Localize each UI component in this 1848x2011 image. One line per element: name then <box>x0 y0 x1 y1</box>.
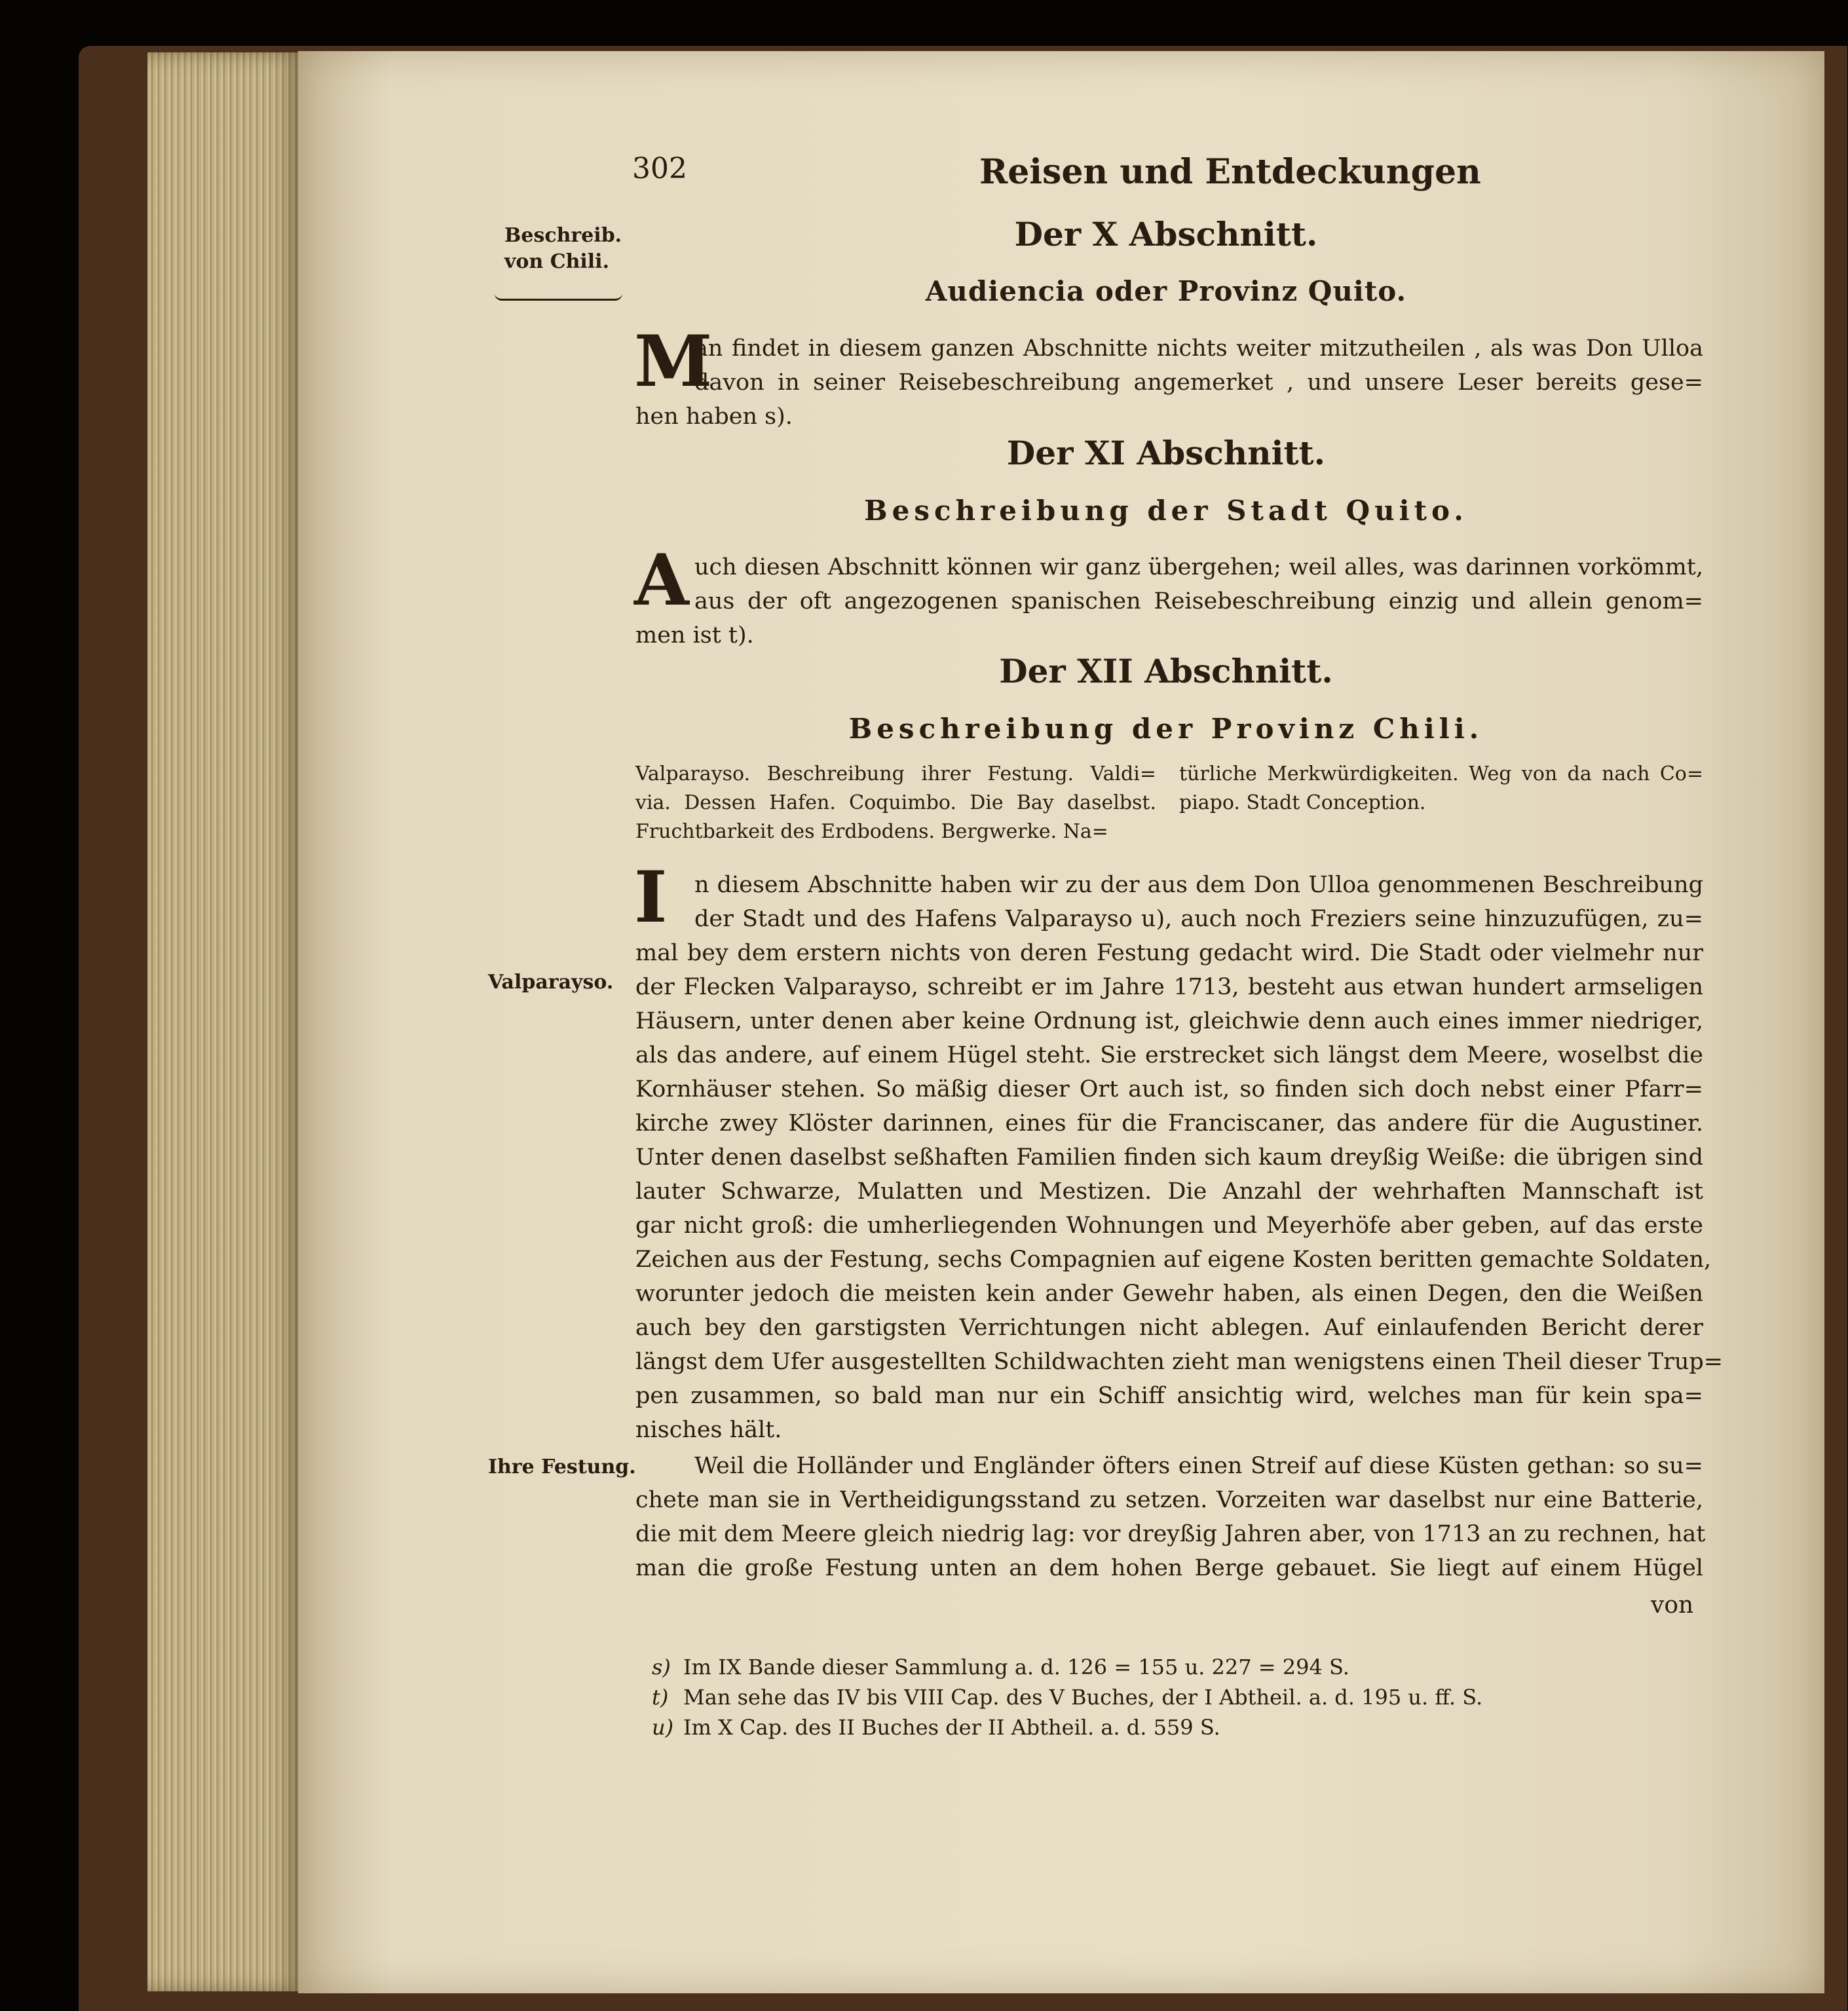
summary-line: türliche Merkwürdigkeiten. Weg von da nach Co= <box>1179 762 1703 785</box>
section-xii-paragraph <box>635 868 1724 1447</box>
summary-line: piapo. Stadt Conception. <box>1179 791 1426 814</box>
catchword: von <box>1651 1592 1694 1619</box>
text-line: nisches hält. <box>635 1417 782 1443</box>
text-line: mal bey dem erstern nichts von deren Festung gedacht wird. Die Stadt oder vielmehr nur <box>635 940 1703 966</box>
text-line: davon in seiner Reisebeschreibung angemerket , und unsere Leser bereits gese= <box>694 369 1703 396</box>
text-line: als das andere, auf einem Hügel steht. Sie erstrecket sich längst dem Meere, woselbst die <box>635 1042 1703 1068</box>
text-line: aus der oft angezogenen spanischen Reisebeschreibung einzig und allein genom= <box>694 588 1703 614</box>
page-edges <box>147 52 305 1991</box>
margin-note-festung: Ihre Festung. <box>488 1456 636 1478</box>
dropcap: I <box>634 856 668 939</box>
section-x-heading: Der X Abschnitt. <box>1014 215 1318 254</box>
text-line: worunter jedoch die meisten kein ander Gewehr haben, als einen Degen, den die Weißen <box>635 1281 1703 1307</box>
text-line: die mit dem Meere gleich niedrig lag: vor dreyßig Jahren aber, von 1713 an zu rechnen, hat <box>635 1521 1706 1547</box>
summary-line: Fruchtbarkeit des Erdbodens. Bergwerke. Na= <box>635 820 1108 843</box>
section-xi-paragraph <box>634 539 1703 652</box>
footnote-text: Man sehe das IV bis VIII Cap. des V Buches, der I Abtheil. a. d. 195 u. ff. S. <box>683 1685 1483 1710</box>
footnote-mark: s) <box>652 1655 671 1680</box>
dropcap: A <box>634 539 689 622</box>
section-xii-paragraph-2 <box>635 1449 1706 1585</box>
text-line: der Stadt und des Hafens Valparayso u), auch noch Freziers seine hinzuzufügen, zu= <box>694 906 1703 932</box>
footnote <box>652 1712 1220 1742</box>
text-line: chete man sie in Vertheidigungsstand zu setzen. Vorzeiten war daselbst nur eine Batterie, <box>635 1487 1703 1513</box>
text-line: man die große Festung unten an dem hohen Berge gebauet. Sie liegt auf einem Hügel <box>635 1555 1703 1581</box>
summary-line: via. Dessen Hafen. Coquimbo. Die Bay daselbst. <box>635 791 1156 814</box>
footnote-mark: u) <box>652 1715 674 1740</box>
section-xii-subheading: Beschreibung der Provinz Chili. <box>848 713 1484 745</box>
text-line: Kornhäuser stehen. So mäßig dieser Ort auch ist, so finden sich doch nebst einer Pfarr= <box>635 1076 1703 1102</box>
margin-note-rule <box>495 293 622 301</box>
text-line: Zeichen aus der Festung, sechs Compagnien auf eigene Kosten beritten gemachte Soldaten, <box>635 1247 1712 1273</box>
text-line: Häusern, unter denen aber keine Ordnung ist, gleichwie denn auch eines immer niedriger, <box>635 1008 1703 1034</box>
text-line: längst dem Ufer ausgestellten Schildwachten zieht man wenigstens einen Theil dieser Trup= <box>635 1349 1724 1375</box>
margin-note-line: von Chili. <box>504 250 610 273</box>
footnote <box>652 1682 1482 1712</box>
text-line: lauter Schwarze, Mulatten und Mestizen. Die Anzahl der wehrhaften Mannschaft ist <box>635 1178 1703 1205</box>
running-title: Reisen und Entdeckungen <box>979 152 1481 192</box>
footnote <box>652 1652 1349 1682</box>
footnote-mark: t) <box>652 1685 669 1710</box>
margin-note-line: Beschreib. <box>504 224 622 247</box>
text-line: uch diesen Abschnitt können wir ganz übergehen; weil alles, was darinnen vorkömmt, <box>694 554 1703 580</box>
text-line: Weil die Holländer und Engländer öfters einen Streif auf diese Küsten gethan: so su= <box>694 1453 1703 1479</box>
text-line: pen zusammen, so bald man nur ein Schiff ansichtig wird, welches man für kein spa= <box>635 1383 1703 1409</box>
chapter-summary-right <box>1179 760 1703 818</box>
text-line: auch bey den garstigsten Verrichtungen nicht ablegen. Auf einlaufenden Bericht derer <box>635 1315 1703 1341</box>
section-x-subheading: Audiencia oder Provinz Quito. <box>925 275 1407 307</box>
margin-note-chapter <box>504 223 622 275</box>
section-xii-heading: Der XII Abschnitt. <box>999 652 1333 690</box>
section-xi-heading: Der XI Abschnitt. <box>1006 434 1326 472</box>
margin-note-valparayso: Valparayso. <box>488 971 614 994</box>
section-x-paragraph <box>634 320 1703 434</box>
text-line: n diesem Abschnitte haben wir zu der aus dem Don Ulloa genommenen Beschreibung <box>694 872 1703 898</box>
chapter-summary-left <box>635 760 1156 846</box>
summary-line: Valparayso. Beschreibung ihrer Festung. Valdi= <box>635 762 1156 785</box>
text-line: der Flecken Valparayso, schreibt er im Jahre 1713, besteht aus etwan hundert armseligen <box>635 974 1703 1000</box>
dropcap: M <box>634 320 713 403</box>
page-number: 302 <box>632 152 687 185</box>
footnote-text: Im X Cap. des II Buches der II Abtheil. a. d. 559 S. <box>683 1715 1220 1740</box>
text-line: Unter denen daselbst seßhaften Familien finden sich kaum dreyßig Weiße: die übrigen sind <box>635 1144 1703 1171</box>
text-line: kirche zwey Klöster darinnen, eines für die Franciscaner, das andere für die Augustiner. <box>635 1110 1703 1137</box>
section-xi-subheading: Beschreibung der Stadt Quito. <box>864 495 1468 527</box>
text-line: an findet in diesem ganzen Abschnitte nichts weiter mitzutheilen , als was Don Ulloa <box>694 335 1703 362</box>
footnote-text: Im IX Bande dieser Sammlung a. d. 126 = 155 u. 227 = 294 S. <box>683 1655 1349 1680</box>
text-line: gar nicht groß: die umherliegenden Wohnungen und Meyerhöfe aber geben, auf das erste <box>635 1212 1703 1239</box>
text-line: hen haben s). <box>635 404 793 430</box>
text-line: men ist t). <box>635 622 754 648</box>
